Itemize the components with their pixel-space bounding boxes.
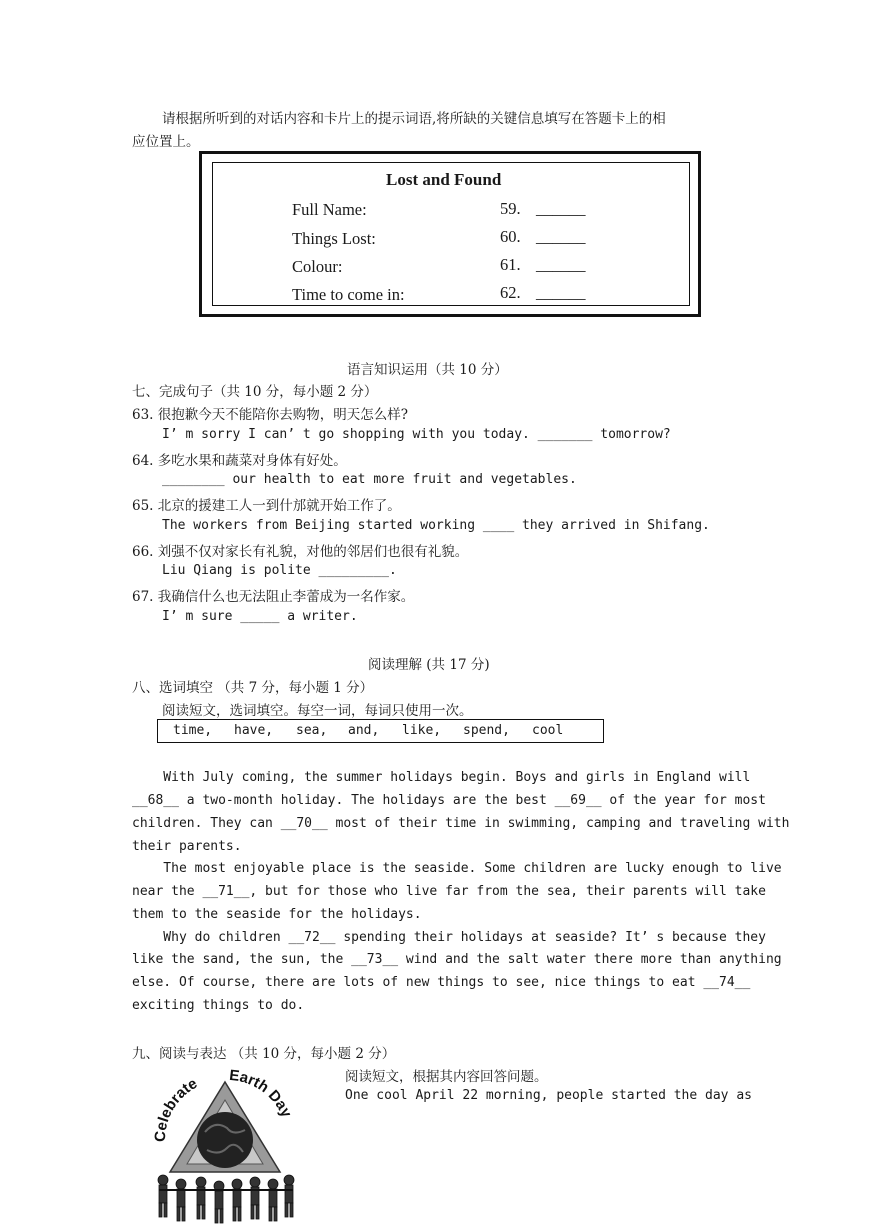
word-bank-item: cool [532, 723, 564, 738]
card-num-61: 61. [500, 255, 521, 274]
passage-line: __68__ a two-month holiday. The holidays are the best __69__ of the year for most [132, 793, 766, 808]
item-65-cn: 65. 北京的援建工人一到什邡就开始工作了。 [132, 498, 401, 514]
word-bank-item: time, [173, 723, 213, 738]
globe-icon [197, 1112, 253, 1168]
part8-instruction: 阅读短文，选词填空。每空一词，每词只使用一次。 [162, 703, 473, 719]
card-num-59: 59. [500, 199, 521, 218]
passage-line: their parents. [132, 839, 242, 854]
card-label-full-name: Full Name: [292, 200, 367, 219]
item-64-cn: 64. 多吃水果和蔬菜对身体有好处。 [132, 453, 347, 469]
item-63-cn: 63. 很抱歉今天不能陪你去购物，明天怎么样? [132, 407, 408, 423]
part9-title: 九、阅读与表达 （共 10 分，每小题 2 分） [132, 1046, 396, 1062]
passage-line: near the __71__, but for those who live far from the sea, their parents will take [132, 884, 766, 899]
part8-title: 八、选词填空 （共 7 分，每小题 1 分） [132, 680, 374, 696]
passage-line: With July coming, the summer holidays begin. Boys and girls in England will [132, 770, 751, 785]
section-heading-reading: 阅读理解 (共 17 分) [368, 657, 490, 673]
item-66-cn: 66. 刘强不仅对家长有礼貌，对他的邻居们也很有礼貌。 [132, 544, 469, 560]
passage-line: Why do children __72__ spending their holidays at seaside? It’ s because they [132, 930, 766, 945]
earth-day-text: Earth Day [228, 1066, 295, 1121]
card-label-things-lost: Things Lost: [292, 229, 376, 248]
passage-line: like the sand, the sun, the __73__ wind and the salt water there more than anything [132, 952, 782, 967]
item-67-cn: 67. 我确信什么也无法阻止李蕾成为一名作家。 [132, 589, 415, 605]
card-label-time: Time to come in: [292, 285, 405, 304]
earth-day-illustration [145, 1062, 305, 1228]
card-label-colour: Colour: [292, 257, 343, 276]
passage-line: them to the seaside for the holidays. [132, 907, 422, 922]
card-title: Lost and Found [386, 170, 502, 189]
word-bank [157, 719, 604, 743]
intro-line-2: 应位置上。 [132, 134, 200, 150]
people-circle-icon [158, 1175, 294, 1223]
card-num-60: 60. [500, 227, 521, 246]
card-blank-59: ______ [536, 199, 586, 218]
card-blank-61: ______ [536, 255, 586, 274]
word-bank-item: have, [234, 723, 274, 738]
item-65-en: The workers from Beijing started working ____ they arrived in Shifang. [162, 518, 710, 533]
passage-line: children. They can __70__ most of their time in swimming, camping and traveling with [132, 816, 790, 831]
section-heading-language: 语言知识运用（共 10 分） [347, 362, 508, 378]
celebrate-text: Celebrate [151, 1074, 201, 1143]
passage-line: exciting things to do. [132, 998, 305, 1013]
passage-line: The most enjoyable place is the seaside. Some children are lucky enough to live [132, 861, 782, 876]
word-bank-item: and, [348, 723, 380, 738]
item-67-en: I’ m sure _____ a writer. [162, 609, 358, 624]
part9-instruction: 阅读短文，根据其内容回答问题。 [345, 1069, 548, 1085]
part9-passage-start: One cool April 22 morning, people started the day as [345, 1088, 752, 1103]
word-bank-item: like, [402, 723, 442, 738]
part7-title: 七、完成句子（共 10 分，每小题 2 分） [132, 384, 378, 400]
item-64-en: ________ our health to eat more fruit and vegetables. [162, 472, 577, 487]
intro-line-1: 请根据所听到的对话内容和卡片上的提示词语,将所缺的关键信息填写在答题卡上的相 [162, 111, 666, 127]
card-num-62: 62. [500, 283, 521, 302]
card-blank-60: ______ [536, 227, 586, 246]
item-66-en: Liu Qiang is polite _________. [162, 563, 397, 578]
item-63-en: I’ m sorry I can’ t go shopping with you today. _______ tomorrow? [162, 427, 671, 442]
card-blank-62: ______ [536, 283, 586, 302]
svg-text:Celebrate [152, 1075, 200, 1142]
passage-line: else. Of course, there are lots of new things to see, nice things to eat __74__ [132, 975, 751, 990]
word-bank-item: spend, [463, 723, 510, 738]
word-bank-item: sea, [296, 723, 328, 738]
